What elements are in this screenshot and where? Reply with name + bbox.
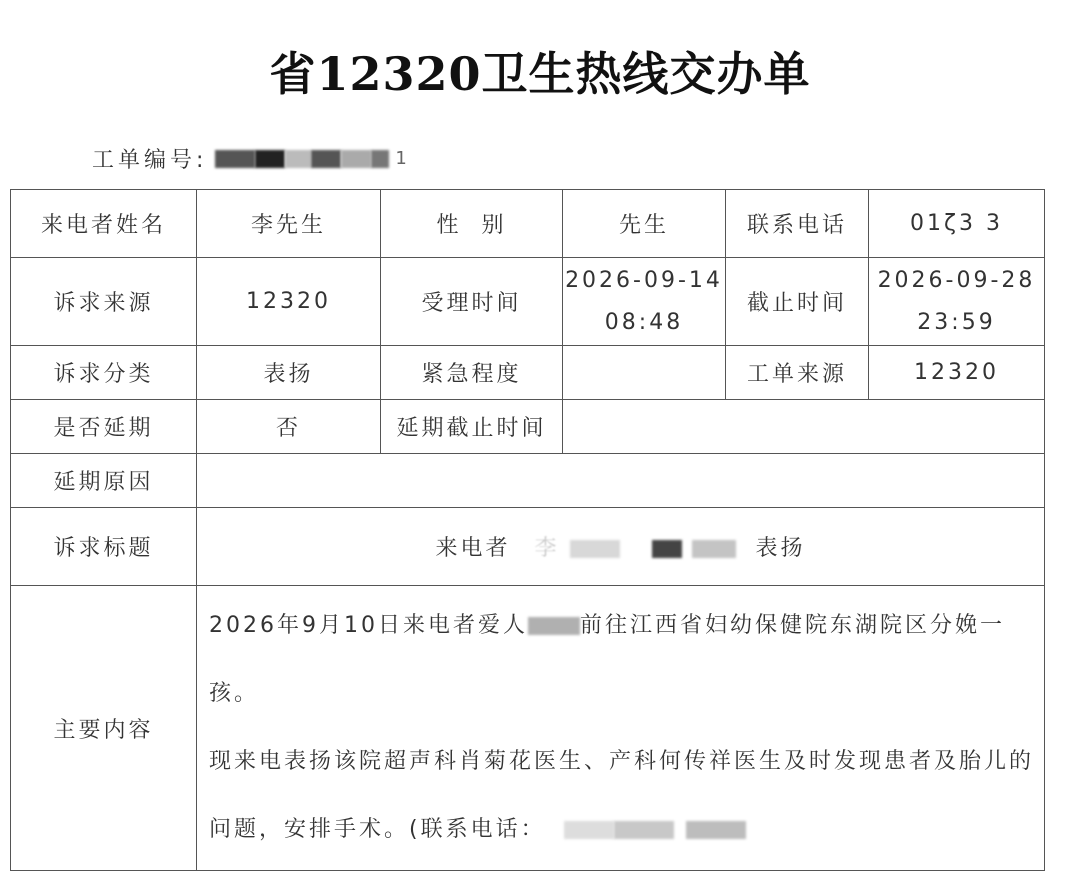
accept-time-value xyxy=(563,258,726,346)
ext-deadline-value xyxy=(563,400,1045,454)
table-row xyxy=(11,346,1045,400)
accept-clock: 08:48 xyxy=(604,309,684,335)
order-source-label: 工单来源 xyxy=(726,346,869,400)
ext-reason-label: 延期原因 xyxy=(11,454,197,508)
accept-date: 2026-09-14 xyxy=(565,267,723,293)
content-value xyxy=(197,586,1045,871)
subject-label: 诉求标题 xyxy=(11,508,197,586)
gender-label: 性 别 xyxy=(381,190,563,258)
extended-label: 是否延期 xyxy=(11,400,197,454)
content-line xyxy=(209,796,1034,864)
order-number-redaction xyxy=(215,148,410,169)
ext-deadline-label: 延期截止时间 xyxy=(381,400,563,454)
table-row xyxy=(11,586,1045,871)
table-row xyxy=(11,190,1045,258)
phone-redaction xyxy=(614,821,674,839)
subject-prefix: 来电者 xyxy=(435,536,511,561)
phone-value-redacted: 01ζ3 3 xyxy=(869,190,1045,258)
phone-redaction xyxy=(686,821,746,839)
urgency-label: 紧急程度 xyxy=(381,346,563,400)
subject-redaction xyxy=(570,540,620,558)
urgency-value xyxy=(563,346,726,400)
order-source-value: 12320 xyxy=(869,346,1045,400)
table-row xyxy=(11,258,1045,346)
phone-label: 联系电话 xyxy=(726,190,869,258)
phone-redaction xyxy=(564,821,614,839)
subject-redaction xyxy=(652,540,682,558)
deadline-label: 截止时间 xyxy=(726,258,869,346)
table-row xyxy=(11,400,1045,454)
category-value: 表扬 xyxy=(197,346,381,400)
order-number-label: 工单编号: xyxy=(92,148,208,173)
subject-redaction xyxy=(692,540,736,558)
content-line1-end: 前往江西省妇幼保健院东湖院区分娩一孩。 xyxy=(209,613,1005,706)
deadline-date: 2026-09-28 xyxy=(877,267,1036,293)
handover-form-table xyxy=(10,189,1045,871)
table-row xyxy=(11,508,1045,586)
deadline-clock: 23:59 xyxy=(917,309,996,335)
ext-reason-value xyxy=(197,454,1045,508)
subject-partial: 李 xyxy=(534,536,560,561)
table-row xyxy=(11,454,1045,508)
content-line3-text: 问题，安排手术。(联系电话： xyxy=(209,817,546,842)
page-title: 省12320卫生热线交办单 xyxy=(269,47,811,101)
content-line1-start: 2026年9月10日来电者爱人 xyxy=(209,613,528,638)
accept-time-label: 受理时间 xyxy=(381,258,563,346)
caller-name-label: 来电者姓名 xyxy=(11,190,197,258)
content-line: 现来电表扬该院超声科肖菊花医生、产科何传祥医生及时发现患者及胎儿的 xyxy=(209,749,1035,774)
order-number-visible: 1 xyxy=(395,148,411,169)
source-value: 12320 xyxy=(197,258,381,346)
category-label: 诉求分类 xyxy=(11,346,197,400)
caller-name-value: 李先生 xyxy=(197,190,381,258)
subject-suffix: 表扬 xyxy=(755,536,806,561)
content-line xyxy=(209,592,1034,728)
content-label: 主要内容 xyxy=(11,586,197,871)
content-redaction xyxy=(528,617,580,635)
subject-value xyxy=(197,508,1045,586)
deadline-value xyxy=(869,258,1045,346)
order-number-row xyxy=(92,143,411,174)
extended-value: 否 xyxy=(197,400,381,454)
gender-value: 先生 xyxy=(563,190,726,258)
source-label: 诉求来源 xyxy=(11,258,197,346)
